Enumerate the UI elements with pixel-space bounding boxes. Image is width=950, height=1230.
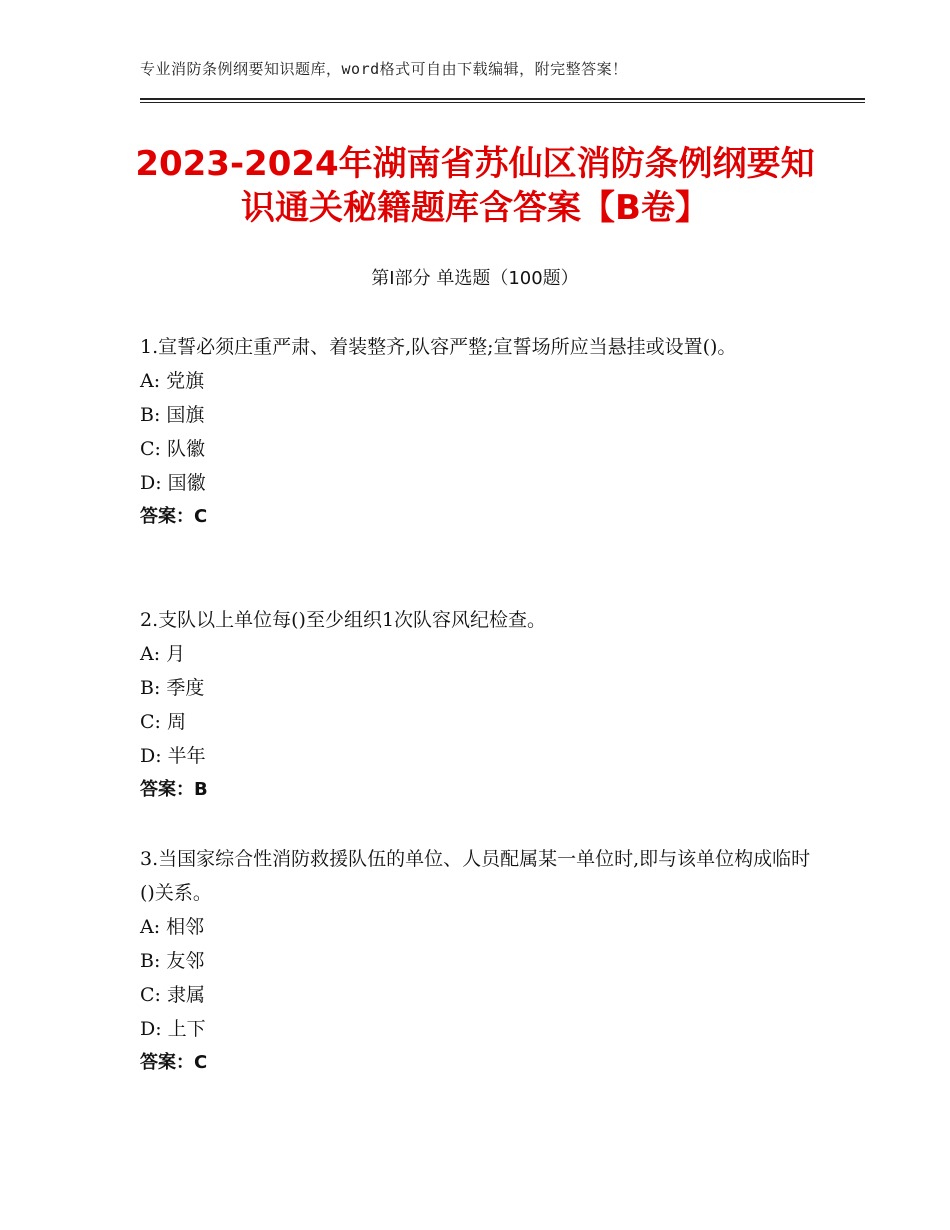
- header-rule: [140, 98, 865, 100]
- question-1: [140, 330, 820, 534]
- question-3: [140, 842, 820, 1080]
- option-c: C: 队徽: [140, 438, 205, 460]
- option-c: C: 周: [140, 711, 186, 733]
- option-a: A: 党旗: [140, 370, 205, 392]
- answer: 答案：C: [140, 1052, 208, 1073]
- option-b: B: 国旗: [140, 404, 205, 426]
- question-2: [140, 603, 820, 807]
- option-a: A: 月: [140, 643, 186, 665]
- question-stem: 1.宣誓必须庄重严肃、着装整齐,队容严整;宣誓场所应当悬挂或设置()。: [140, 336, 737, 358]
- question-stem: 3.当国家综合性消防救援队伍的单位、人员配属某一单位时,即与该单位构成临时()关系。: [140, 848, 811, 904]
- question-stem: 2.支队以上单位每()至少组织1次队容风纪检查。: [140, 609, 547, 631]
- header-note: 专业消防条例纲要知识题库，word格式可自由下载编辑，附完整答案！: [140, 60, 628, 78]
- document-title: 2023-2024年湖南省苏仙区消防条例纲要知识通关秘籍题库含答案【B卷】: [135, 144, 815, 228]
- option-b: B: 友邻: [140, 950, 205, 972]
- answer: 答案：C: [140, 506, 208, 527]
- option-b: B: 季度: [140, 677, 205, 699]
- option-d: D: 上下: [140, 1018, 206, 1040]
- option-d: D: 半年: [140, 745, 206, 767]
- answer: 答案：B: [140, 779, 208, 800]
- header-rule-thin: [140, 102, 865, 103]
- option-a: A: 相邻: [140, 916, 205, 938]
- option-d: D: 国徽: [140, 472, 206, 494]
- option-c: C: 隶属: [140, 984, 205, 1006]
- section-heading: 第Ⅰ部分 单选题（100题）: [371, 268, 579, 289]
